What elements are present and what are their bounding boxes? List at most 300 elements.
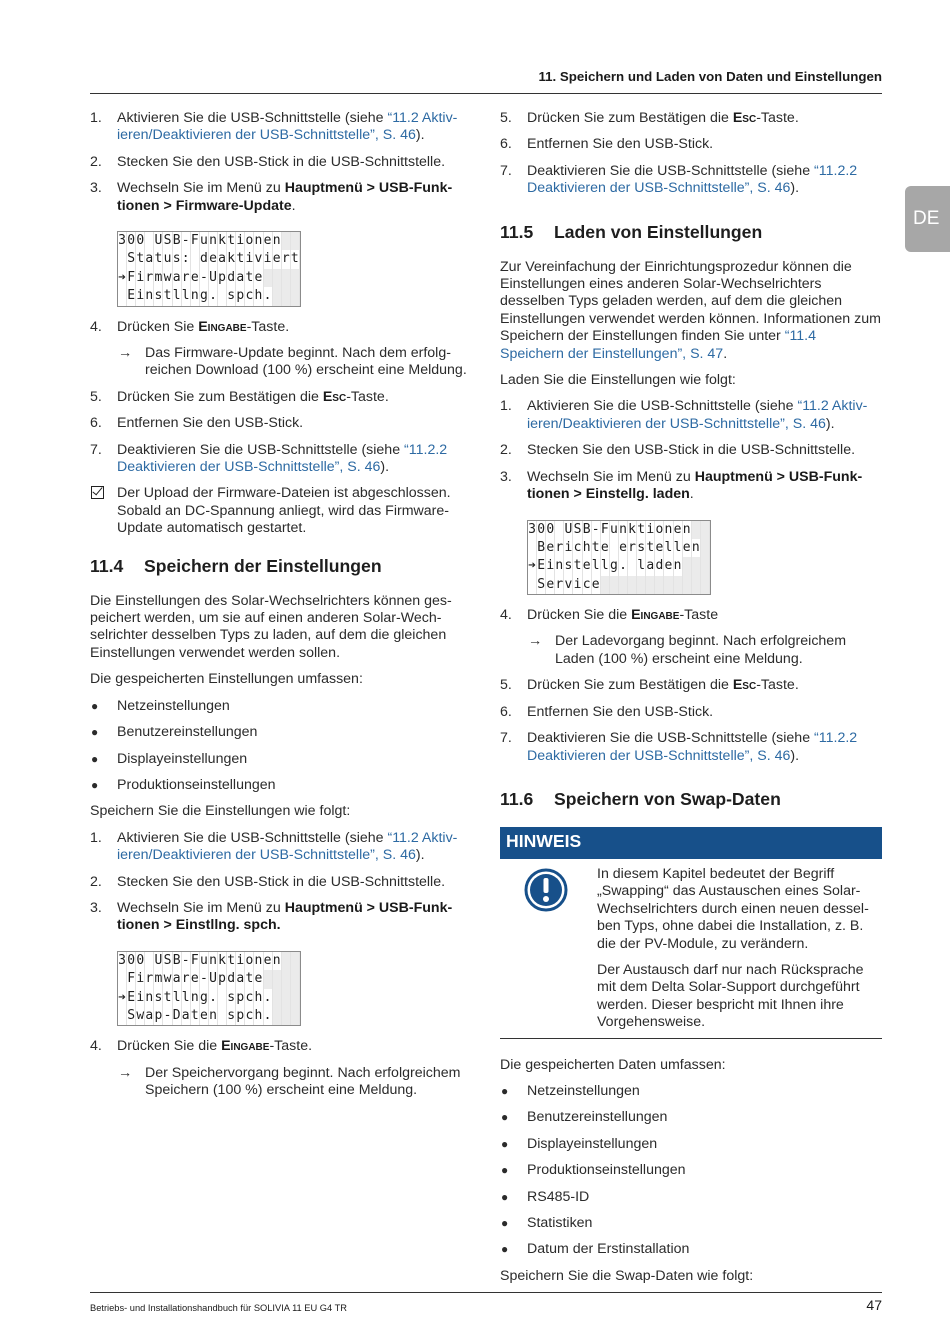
lcd-cell: F <box>127 269 136 287</box>
lcd-cell: i <box>573 576 582 594</box>
lcd-cell <box>701 557 710 575</box>
cross-reference-link[interactable]: “11.2 Aktivieren/Deaktivieren der USB-Schnittstelle”, S. 46 <box>117 110 458 144</box>
section-heading-11-5 <box>500 221 882 244</box>
lcd-cell: p <box>218 269 227 287</box>
menu-path: Hauptmenü > USB-Funktionen > Firmware-Update <box>117 180 453 214</box>
lcd-cell: - <box>182 952 191 970</box>
lcd-cell: - <box>200 269 209 287</box>
lcd-row <box>528 576 710 594</box>
step-text-part: ). <box>790 180 800 197</box>
step-text-part: Entfernen Sie den USB-Stick. <box>117 415 304 432</box>
lcd-cell: . <box>619 557 628 575</box>
paragraph: Die gespeicherten Einstellungen umfassen: <box>90 671 363 688</box>
lcd-cell: t <box>637 521 646 539</box>
step-number: 6. <box>90 415 102 432</box>
paragraph: Die gespeicherten Daten umfassen: <box>500 1056 726 1073</box>
step-text-part: Stecken Sie den USB-Stick in die USB-Schnittstelle. <box>117 153 446 170</box>
step-number: 5. <box>500 110 512 126</box>
lcd-cell: t <box>245 970 254 988</box>
lcd-cell: l <box>592 557 601 575</box>
step-item <box>90 1038 475 1055</box>
step-text <box>527 442 855 458</box>
lcd-cell <box>655 576 664 594</box>
step-text-part: ). <box>380 459 390 476</box>
lcd-cell <box>619 576 628 594</box>
step-text <box>527 398 867 431</box>
lcd-cell: e <box>583 557 592 575</box>
lcd-cell: U <box>209 970 218 988</box>
lcd-cell: t <box>236 250 245 268</box>
lcd-cell: B <box>583 521 592 539</box>
running-header: 11. Speichern und Laden von Daten und Einstellungen <box>538 69 882 84</box>
lcd-cell: n <box>209 232 218 250</box>
bullet-item <box>500 1083 882 1100</box>
lcd-cell: 3 <box>118 952 127 970</box>
lcd-cell: t <box>163 989 172 1007</box>
lcd-cell: e <box>254 970 263 988</box>
lcd-cell: 0 <box>127 232 136 250</box>
bullet-dot-icon: ● <box>501 1216 509 1230</box>
lcd-display-save-settings <box>117 951 301 1027</box>
step-text-part: -Taste. <box>346 388 389 405</box>
section-heading-11-4 <box>90 555 475 578</box>
step-text-part: ). <box>825 415 835 432</box>
lcd-cell: s <box>154 287 163 305</box>
lcd-cell: h <box>254 1007 263 1025</box>
step-number: 1. <box>90 829 102 846</box>
step-number: 7. <box>500 162 512 179</box>
step-item <box>500 607 882 624</box>
step-text <box>117 319 289 335</box>
lcd-cell: s <box>227 287 236 305</box>
step-text-part: Entfernen Sie den USB-Stick. <box>527 136 714 153</box>
notice-box <box>500 827 882 1039</box>
lcd-cell: B <box>537 539 546 557</box>
lcd-cell: s <box>564 557 573 575</box>
lcd-cell: i <box>646 521 655 539</box>
lcd-cell: n <box>191 989 200 1007</box>
completion-note <box>90 485 475 537</box>
lcd-cell: g <box>610 557 619 575</box>
bullet-text: RS485-ID <box>527 1188 590 1205</box>
lcd-cell <box>282 970 291 988</box>
lcd-cell: w <box>136 1007 145 1025</box>
paragraph: Die Einstellungen des Solar-Wechselrichters können gespeichert werden, um sie auf einen anderen Solar-Wechselrichter desselben Typs zu laden, auf dem die gleichen Einstellungen verwendet werden sollen. <box>90 592 452 661</box>
lcd-cell: i <box>136 989 145 1007</box>
bullet-text: Benutzereinstellungen <box>117 724 258 741</box>
step-text <box>117 415 303 431</box>
checkbox-checked-icon <box>91 486 104 499</box>
step-text-part: Entfernen Sie den USB-Stick. <box>527 703 714 720</box>
bullet-item <box>90 777 475 794</box>
step-list <box>500 398 882 503</box>
lcd-cell <box>683 576 692 594</box>
lcd-cell: o <box>245 952 254 970</box>
lcd-cell <box>118 287 127 305</box>
lcd-cell: . <box>264 287 273 305</box>
lcd-cell: n <box>664 521 673 539</box>
step-number: 5. <box>90 388 102 405</box>
step-text-part: ). <box>790 747 800 764</box>
lcd-cell: 3 <box>528 521 537 539</box>
step-text <box>527 730 857 763</box>
lcd-cell: l <box>182 287 191 305</box>
lcd-cell <box>218 1007 227 1025</box>
lcd-cell: a <box>145 1007 154 1025</box>
lcd-cell: l <box>182 989 191 1007</box>
lcd-cell: - <box>200 970 209 988</box>
lcd-cell: F <box>191 232 200 250</box>
lcd-cell: e <box>619 539 628 557</box>
key-name: Eingabe <box>631 607 680 624</box>
lcd-cell: k <box>218 952 227 970</box>
step-text-part: Drücken Sie zum Bestätigen die <box>527 677 733 694</box>
bullet-item <box>500 1162 882 1179</box>
lcd-cell: a <box>182 1007 191 1025</box>
step-text-part: Drücken Sie <box>117 318 199 335</box>
footer-divider <box>90 1292 882 1293</box>
lcd-cell: k <box>227 250 236 268</box>
lcd-cell: l <box>637 557 646 575</box>
lcd-cell: s <box>227 989 236 1007</box>
lcd-cell: l <box>664 539 673 557</box>
step-item <box>500 398 882 433</box>
step-number: 3. <box>500 468 512 485</box>
bullet-list <box>500 1083 882 1259</box>
bullet-dot-icon: ● <box>501 1189 509 1204</box>
lcd-cell <box>291 232 300 250</box>
lcd-cell <box>282 952 291 970</box>
lcd-cell: 0 <box>136 232 145 250</box>
lcd-cell: ➔ <box>528 557 537 575</box>
lcd-cell: d <box>227 970 236 988</box>
lcd-cell <box>701 576 710 594</box>
notice-paragraph: In diesem Kapitel bedeutet der Begriff „Swapping“ das Austauschen eines Solar-Wechselrichters durch einen neuen desselben Typs, ohne dabei die Installation, z. B. die der PV-Module, zu verändern. <box>597 865 869 952</box>
lcd-cell: e <box>546 576 555 594</box>
lcd-cell: n <box>254 952 263 970</box>
section-heading-11-6 <box>500 788 882 811</box>
step-number: 3. <box>90 180 102 197</box>
lcd-cell: o <box>655 521 664 539</box>
step-item <box>90 830 475 865</box>
lcd-row <box>118 269 300 287</box>
lcd-cell: p <box>236 989 245 1007</box>
lcd-cell: S <box>573 521 582 539</box>
lcd-cell: l <box>173 989 182 1007</box>
paragraph-text: . <box>723 345 728 362</box>
step-text-part: Deaktivieren Sie die USB-Schnittstelle (siehe <box>117 441 405 458</box>
lcd-cell: u <box>200 232 209 250</box>
result-arrow-icon: → <box>118 345 133 361</box>
lcd-cell: t <box>163 287 172 305</box>
lcd-cell: F <box>191 952 200 970</box>
lcd-cell <box>646 576 655 594</box>
lcd-cell <box>291 989 300 1007</box>
lcd-cell: u <box>163 250 172 268</box>
lcd-cell: a <box>145 250 154 268</box>
lcd-cell: S <box>127 1007 136 1025</box>
lcd-cell: - <box>163 1007 172 1025</box>
lcd-cell: E <box>127 989 136 1007</box>
lcd-row <box>528 521 710 539</box>
step-text-part: Stecken Sie den USB-Stick in die USB-Schnittstelle. <box>117 873 446 890</box>
lcd-cell: p <box>236 287 245 305</box>
lcd-cell <box>692 576 701 594</box>
lcd-cell: m <box>154 269 163 287</box>
step-text-part: . <box>291 197 296 214</box>
step-item <box>90 154 475 171</box>
lcd-row <box>118 1007 300 1025</box>
key-name: Esc <box>732 677 757 694</box>
lcd-cell: l <box>173 287 182 305</box>
lcd-cell <box>291 952 300 970</box>
key-name: Esc <box>322 388 347 405</box>
lcd-cell: F <box>601 521 610 539</box>
lcd-cell: p <box>236 1007 245 1025</box>
step-item <box>500 110 882 127</box>
lcd-cell: i <box>264 250 273 268</box>
step-text-part: -Taste. <box>269 1038 313 1055</box>
step-result <box>90 345 475 380</box>
step-item <box>500 730 882 765</box>
bullet-text: Produktionseinstellungen <box>527 1162 686 1179</box>
step-text <box>527 163 857 196</box>
lcd-cell: c <box>245 1007 254 1025</box>
lcd-cell: t <box>291 250 300 268</box>
step-number: 2. <box>500 442 512 459</box>
bullet-item <box>90 724 475 741</box>
lcd-cell <box>273 989 282 1007</box>
lcd-cell: . <box>264 989 273 1007</box>
lcd-cell <box>692 557 701 575</box>
step-list <box>90 319 475 336</box>
step-text-part: Deaktivieren Sie die USB-Schnittstelle (siehe <box>527 730 815 747</box>
lcd-cell <box>528 576 537 594</box>
lcd-cell: e <box>273 250 282 268</box>
lcd-cell <box>282 1007 291 1025</box>
step-list <box>500 110 882 198</box>
step-number: 3. <box>90 899 102 916</box>
step-text-part: . <box>689 486 694 503</box>
lcd-cell: r <box>628 539 637 557</box>
lcd-cell <box>664 576 673 594</box>
lcd-cell: w <box>163 269 172 287</box>
lcd-display-firmware-update <box>117 231 301 307</box>
lcd-cell <box>118 250 127 268</box>
step-item <box>500 136 882 153</box>
lcd-cell: h <box>254 989 263 1007</box>
step-text <box>117 442 447 475</box>
lcd-cell: i <box>236 952 245 970</box>
paragraph: Laden Sie die Einstellungen wie folgt: <box>500 372 736 389</box>
lcd-cell: i <box>136 970 145 988</box>
lcd-cell: o <box>245 232 254 250</box>
step-number: 4. <box>500 607 512 624</box>
lcd-cell <box>701 521 710 539</box>
lcd-cell: a <box>173 269 182 287</box>
step-text <box>527 704 713 720</box>
lcd-cell: u <box>200 952 209 970</box>
lcd-cell: s <box>173 250 182 268</box>
lcd-cell: l <box>601 557 610 575</box>
section-title: Speichern von Swap-Daten <box>554 788 781 809</box>
completion-text: Der Upload der Firmware-Dateien ist abgeschlossen. Sobald an DC-Spannung anliegt, wird das Firmware-Update automatisch gestartet. <box>117 485 451 537</box>
step-list <box>500 677 882 765</box>
left-column <box>90 110 475 1109</box>
step-text-part: Drücken Sie die <box>117 1038 222 1055</box>
lcd-cell: e <box>264 232 273 250</box>
bullet-text: Displayeinstellungen <box>117 750 248 767</box>
step-result <box>500 633 882 668</box>
step-item <box>90 900 475 935</box>
lcd-cell <box>282 269 291 287</box>
step-text <box>117 389 389 405</box>
step-item <box>500 677 882 694</box>
lcd-cell <box>555 521 564 539</box>
step-text <box>527 469 862 502</box>
lcd-cell: ➔ <box>118 989 127 1007</box>
step-number: 2. <box>90 153 102 170</box>
lcd-cell: c <box>583 576 592 594</box>
right-column <box>500 110 882 1294</box>
bullet-item <box>500 1109 882 1126</box>
lcd-cell: n <box>191 287 200 305</box>
lcd-cell: d <box>655 557 664 575</box>
lcd-cell: c <box>573 539 582 557</box>
lcd-cell: r <box>555 576 564 594</box>
lcd-cell: h <box>583 539 592 557</box>
step-item <box>90 319 475 336</box>
lcd-cell: B <box>173 232 182 250</box>
step-list <box>90 110 475 215</box>
lcd-cell: S <box>127 250 136 268</box>
lcd-cell: h <box>254 287 263 305</box>
lcd-cell: i <box>245 250 254 268</box>
lcd-cell: e <box>191 970 200 988</box>
lcd-cell <box>610 576 619 594</box>
step-list <box>90 389 475 477</box>
step-result <box>90 1065 475 1100</box>
lcd-cell: U <box>209 269 218 287</box>
lcd-cell <box>692 521 701 539</box>
lcd-cell: E <box>127 287 136 305</box>
lcd-cell: a <box>646 557 655 575</box>
lcd-cell <box>273 970 282 988</box>
step-item <box>90 415 475 432</box>
lcd-cell <box>291 269 300 287</box>
lcd-cell <box>282 287 291 305</box>
cross-reference-link[interactable]: “11.2.2 Deaktivieren der USB-Schnittstelle”, S. 46 <box>117 441 448 476</box>
step-text-part: Wechseln Sie im Menü zu <box>117 899 285 916</box>
lcd-cell: U <box>564 521 573 539</box>
lcd-cell <box>628 557 637 575</box>
step-number: 1. <box>500 398 512 415</box>
lcd-cell: e <box>664 557 673 575</box>
lcd-cell: r <box>555 539 564 557</box>
step-text-part: Aktivieren Sie die USB-Schnittstelle (siehe <box>117 110 388 126</box>
lcd-cell: n <box>145 287 154 305</box>
lcd-cell: a <box>236 970 245 988</box>
cross-reference-link[interactable]: “11.2 Aktivieren/Deaktivieren der USB-Schnittstelle”, S. 46 <box>527 398 868 432</box>
step-number: 1. <box>90 110 102 126</box>
lcd-cell: S <box>163 232 172 250</box>
lcd-cell: a <box>236 269 245 287</box>
bullet-text: Displayeinstellungen <box>527 1135 658 1152</box>
step-item <box>500 704 882 721</box>
lcd-cell: w <box>163 970 172 988</box>
lcd-cell: r <box>282 250 291 268</box>
step-text <box>117 154 445 170</box>
step-item <box>90 442 475 477</box>
step-text <box>527 607 718 623</box>
lcd-cell <box>273 287 282 305</box>
lcd-cell <box>637 576 646 594</box>
lcd-cell: e <box>209 250 218 268</box>
lcd-cell: . <box>209 287 218 305</box>
lcd-cell: a <box>173 970 182 988</box>
lcd-cell: l <box>674 539 683 557</box>
lcd-cell <box>628 576 637 594</box>
lcd-cell: n <box>619 521 628 539</box>
result-text: Das Firmware-Update beginnt. Nach dem erfolgreichen Download (100 %) erscheint eine Meldung. <box>145 345 467 379</box>
lcd-row <box>528 557 710 575</box>
lcd-cell: i <box>236 232 245 250</box>
lcd-cell: n <box>555 557 564 575</box>
lcd-cell: v <box>254 250 263 268</box>
lcd-cell <box>118 1007 127 1025</box>
lcd-cell: i <box>136 269 145 287</box>
step-text-part: ). <box>415 847 425 864</box>
cross-reference-link[interactable]: “11.2.2 Deaktivieren der USB-Schnittstelle”, S. 46 <box>527 730 858 764</box>
lcd-cell: U <box>154 232 163 250</box>
step-text-part: -Taste. <box>756 677 799 694</box>
lcd-cell: t <box>592 539 601 557</box>
lcd-cell: k <box>218 232 227 250</box>
lcd-cell <box>218 287 227 305</box>
cross-reference-link[interactable]: “11.2.2 Deaktivieren der USB-Schnittstelle”, S. 46 <box>527 162 858 197</box>
language-tab[interactable]: DE <box>905 186 950 252</box>
lcd-cell <box>273 1007 282 1025</box>
step-item <box>500 442 882 459</box>
lcd-row <box>118 952 300 970</box>
cross-reference-link[interactable]: “11.4 Speichern der Einstellungen”, S. 47 <box>500 328 817 362</box>
lcd-cell: m <box>154 970 163 988</box>
result-text: Der Speichervorgang beginnt. Nach erfolgreichem Speichern (100 %) erscheint eine Meldung. <box>145 1064 461 1099</box>
menu-path: Hauptmenü > USB-Funktionen > Einstellg. laden <box>527 468 863 503</box>
section-title: Speichern der Einstellungen <box>144 555 382 576</box>
lcd-cell <box>273 269 282 287</box>
lcd-cell <box>145 952 154 970</box>
step-text-part: Wechseln Sie im Menü zu <box>527 468 695 485</box>
lcd-cell: d <box>227 269 236 287</box>
bullet-item <box>500 1136 882 1153</box>
lcd-cell <box>282 232 291 250</box>
lcd-cell: s <box>637 539 646 557</box>
lcd-cell: t <box>191 1007 200 1025</box>
cross-reference-link[interactable]: “11.2 Aktivieren/Deaktivieren der USB-Schnittstelle”, S. 46 <box>117 829 458 864</box>
lcd-cell <box>218 989 227 1007</box>
bullet-text: Statistiken <box>527 1215 593 1231</box>
lcd-cell: U <box>154 952 163 970</box>
lcd-cell: t <box>245 269 254 287</box>
lcd-cell: . <box>264 1007 273 1025</box>
step-item <box>90 180 475 215</box>
lcd-cell: v <box>564 576 573 594</box>
lcd-cell: r <box>182 269 191 287</box>
key-name: Esc <box>732 110 757 126</box>
lcd-cell: n <box>273 952 282 970</box>
bullet-text: Netzeinstellungen <box>527 1082 640 1099</box>
